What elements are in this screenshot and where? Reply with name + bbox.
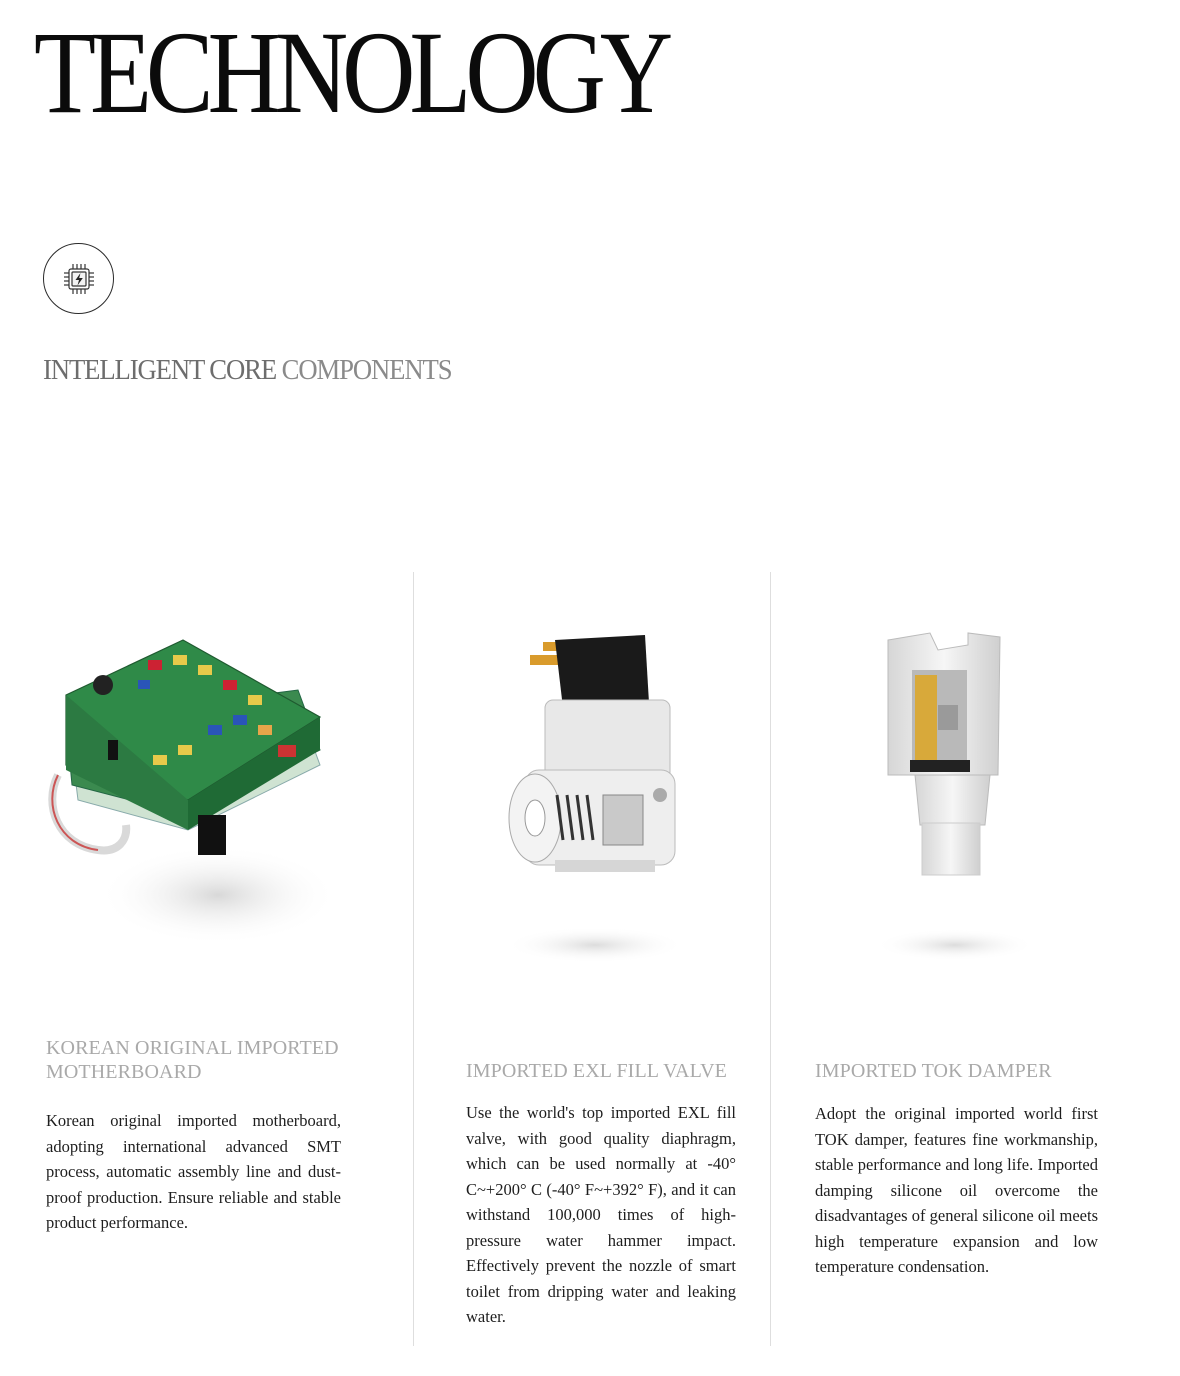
product-description: Adopt the original imported world first TOK damper, features fine workmanship, stable performance and long life. Imported damping silicone oil overcome the disadvantages of general silicone oil meets high temperature expansion and low temperature condensation.	[815, 1104, 1098, 1276]
section-heading	[43, 356, 451, 385]
product-title: KOREAN ORIGINAL IMPORTED MOTHERBOARD	[46, 1037, 339, 1083]
product-title: IMPORTED EXL FILL VALVE	[466, 1060, 727, 1082]
page-title: TECHNOLOGY	[34, 7, 668, 138]
section-heading-strong: INTELLIGENT CORE	[43, 354, 277, 386]
motherboard-illustration	[48, 625, 348, 995]
damper-illustration	[860, 625, 1050, 970]
microchip-lightning-icon	[43, 243, 114, 314]
product-description: Korean original imported motherboard, adopting international advanced SMT process, automatic assembly line and dust-proof production. Ensure reliable and stable product performance.	[46, 1111, 341, 1232]
product-title: IMPORTED TOK DAMPER	[815, 1060, 1052, 1082]
product-description: Use the world's top imported EXL fill valve, with good quality diaphragm, which can be used normally at -40° C~+200° C (-40° F~+392° F), and it can withstand 100,000 times of high-pressure water hammer impact. Effectively prevent the nozzle of smart toilet from dripping water and leaking water.	[466, 1103, 736, 1326]
column-divider	[770, 572, 771, 1346]
fill-valve-illustration	[495, 630, 695, 970]
section-heading-light: COMPONENTS	[281, 354, 452, 386]
column-divider	[413, 572, 414, 1346]
